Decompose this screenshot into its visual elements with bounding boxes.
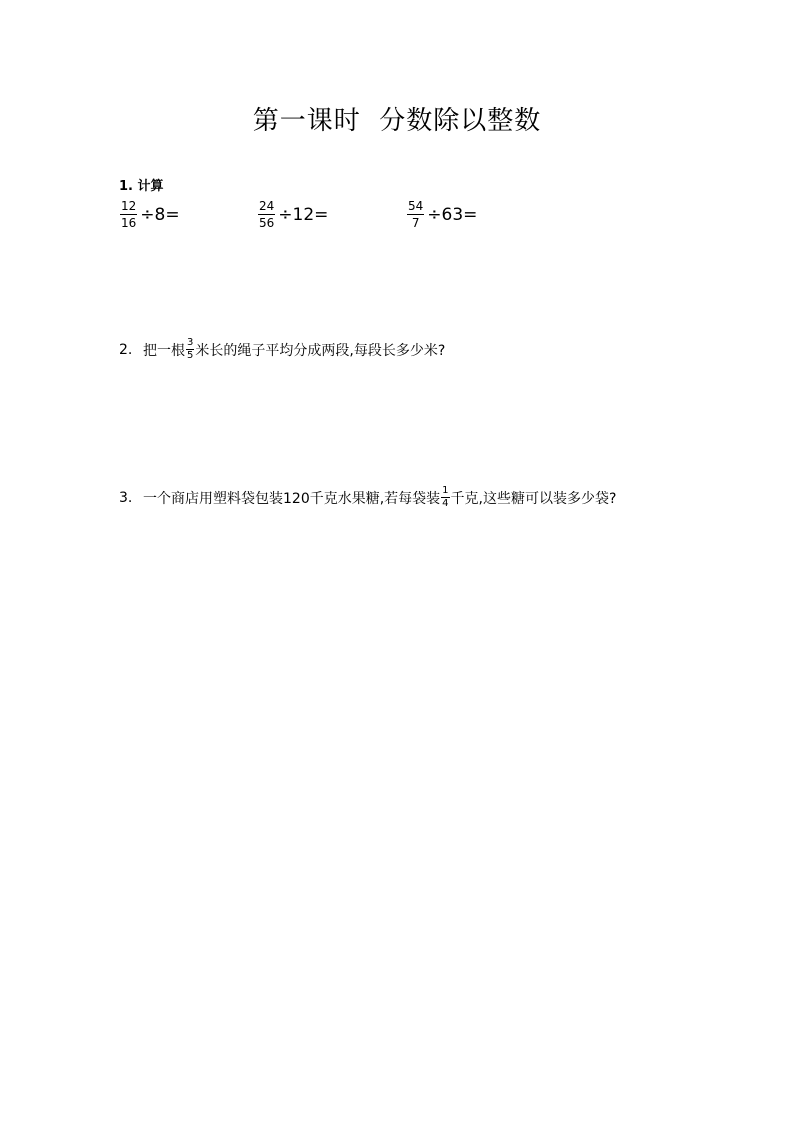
divide-operator: ÷	[278, 204, 293, 225]
calc-item-2	[258, 200, 328, 229]
fraction	[407, 200, 424, 229]
numerator: 1	[442, 485, 449, 496]
problem-text-after: 千克,这些糖可以装多少袋?	[450, 490, 617, 507]
fraction	[120, 200, 137, 229]
divide-operator: ÷	[427, 204, 442, 225]
denominator: 5	[187, 350, 194, 361]
calc-item-1	[120, 200, 180, 229]
denominator: 4	[442, 498, 449, 509]
problem-2	[119, 338, 445, 361]
fraction	[258, 200, 275, 229]
problem-number: 3.	[119, 489, 133, 506]
denominator: 7	[411, 216, 420, 230]
problem-number: 2.	[119, 341, 133, 358]
numerator: 3	[187, 337, 194, 348]
divide-operator: ÷	[140, 204, 155, 225]
fraction	[441, 486, 449, 509]
page-title: 第一课时 分数除以整数	[252, 106, 542, 136]
divisor: 63	[441, 204, 464, 225]
problem-text-before: 把一根	[143, 342, 185, 359]
equals-sign: =	[314, 204, 329, 225]
numerator: 24	[259, 199, 275, 213]
fraction	[186, 338, 194, 361]
equals-sign: =	[165, 204, 180, 225]
divisor: 12	[292, 204, 315, 225]
divisor: 8	[154, 204, 166, 225]
numerator: 12	[121, 199, 137, 213]
problem-3	[119, 486, 616, 509]
denominator: 16	[121, 216, 137, 230]
problem-text-before: 一个商店用塑料袋包装120千克水果糖,若每袋装	[143, 490, 441, 507]
equals-sign: =	[463, 204, 478, 225]
numerator: 54	[408, 199, 424, 213]
calc-item-3	[407, 200, 477, 229]
problem-text-after: 米长的绳子平均分成两段,每段长多少米?	[195, 342, 446, 359]
denominator: 56	[259, 216, 275, 230]
section-1-heading: 1. 计算	[119, 179, 164, 194]
